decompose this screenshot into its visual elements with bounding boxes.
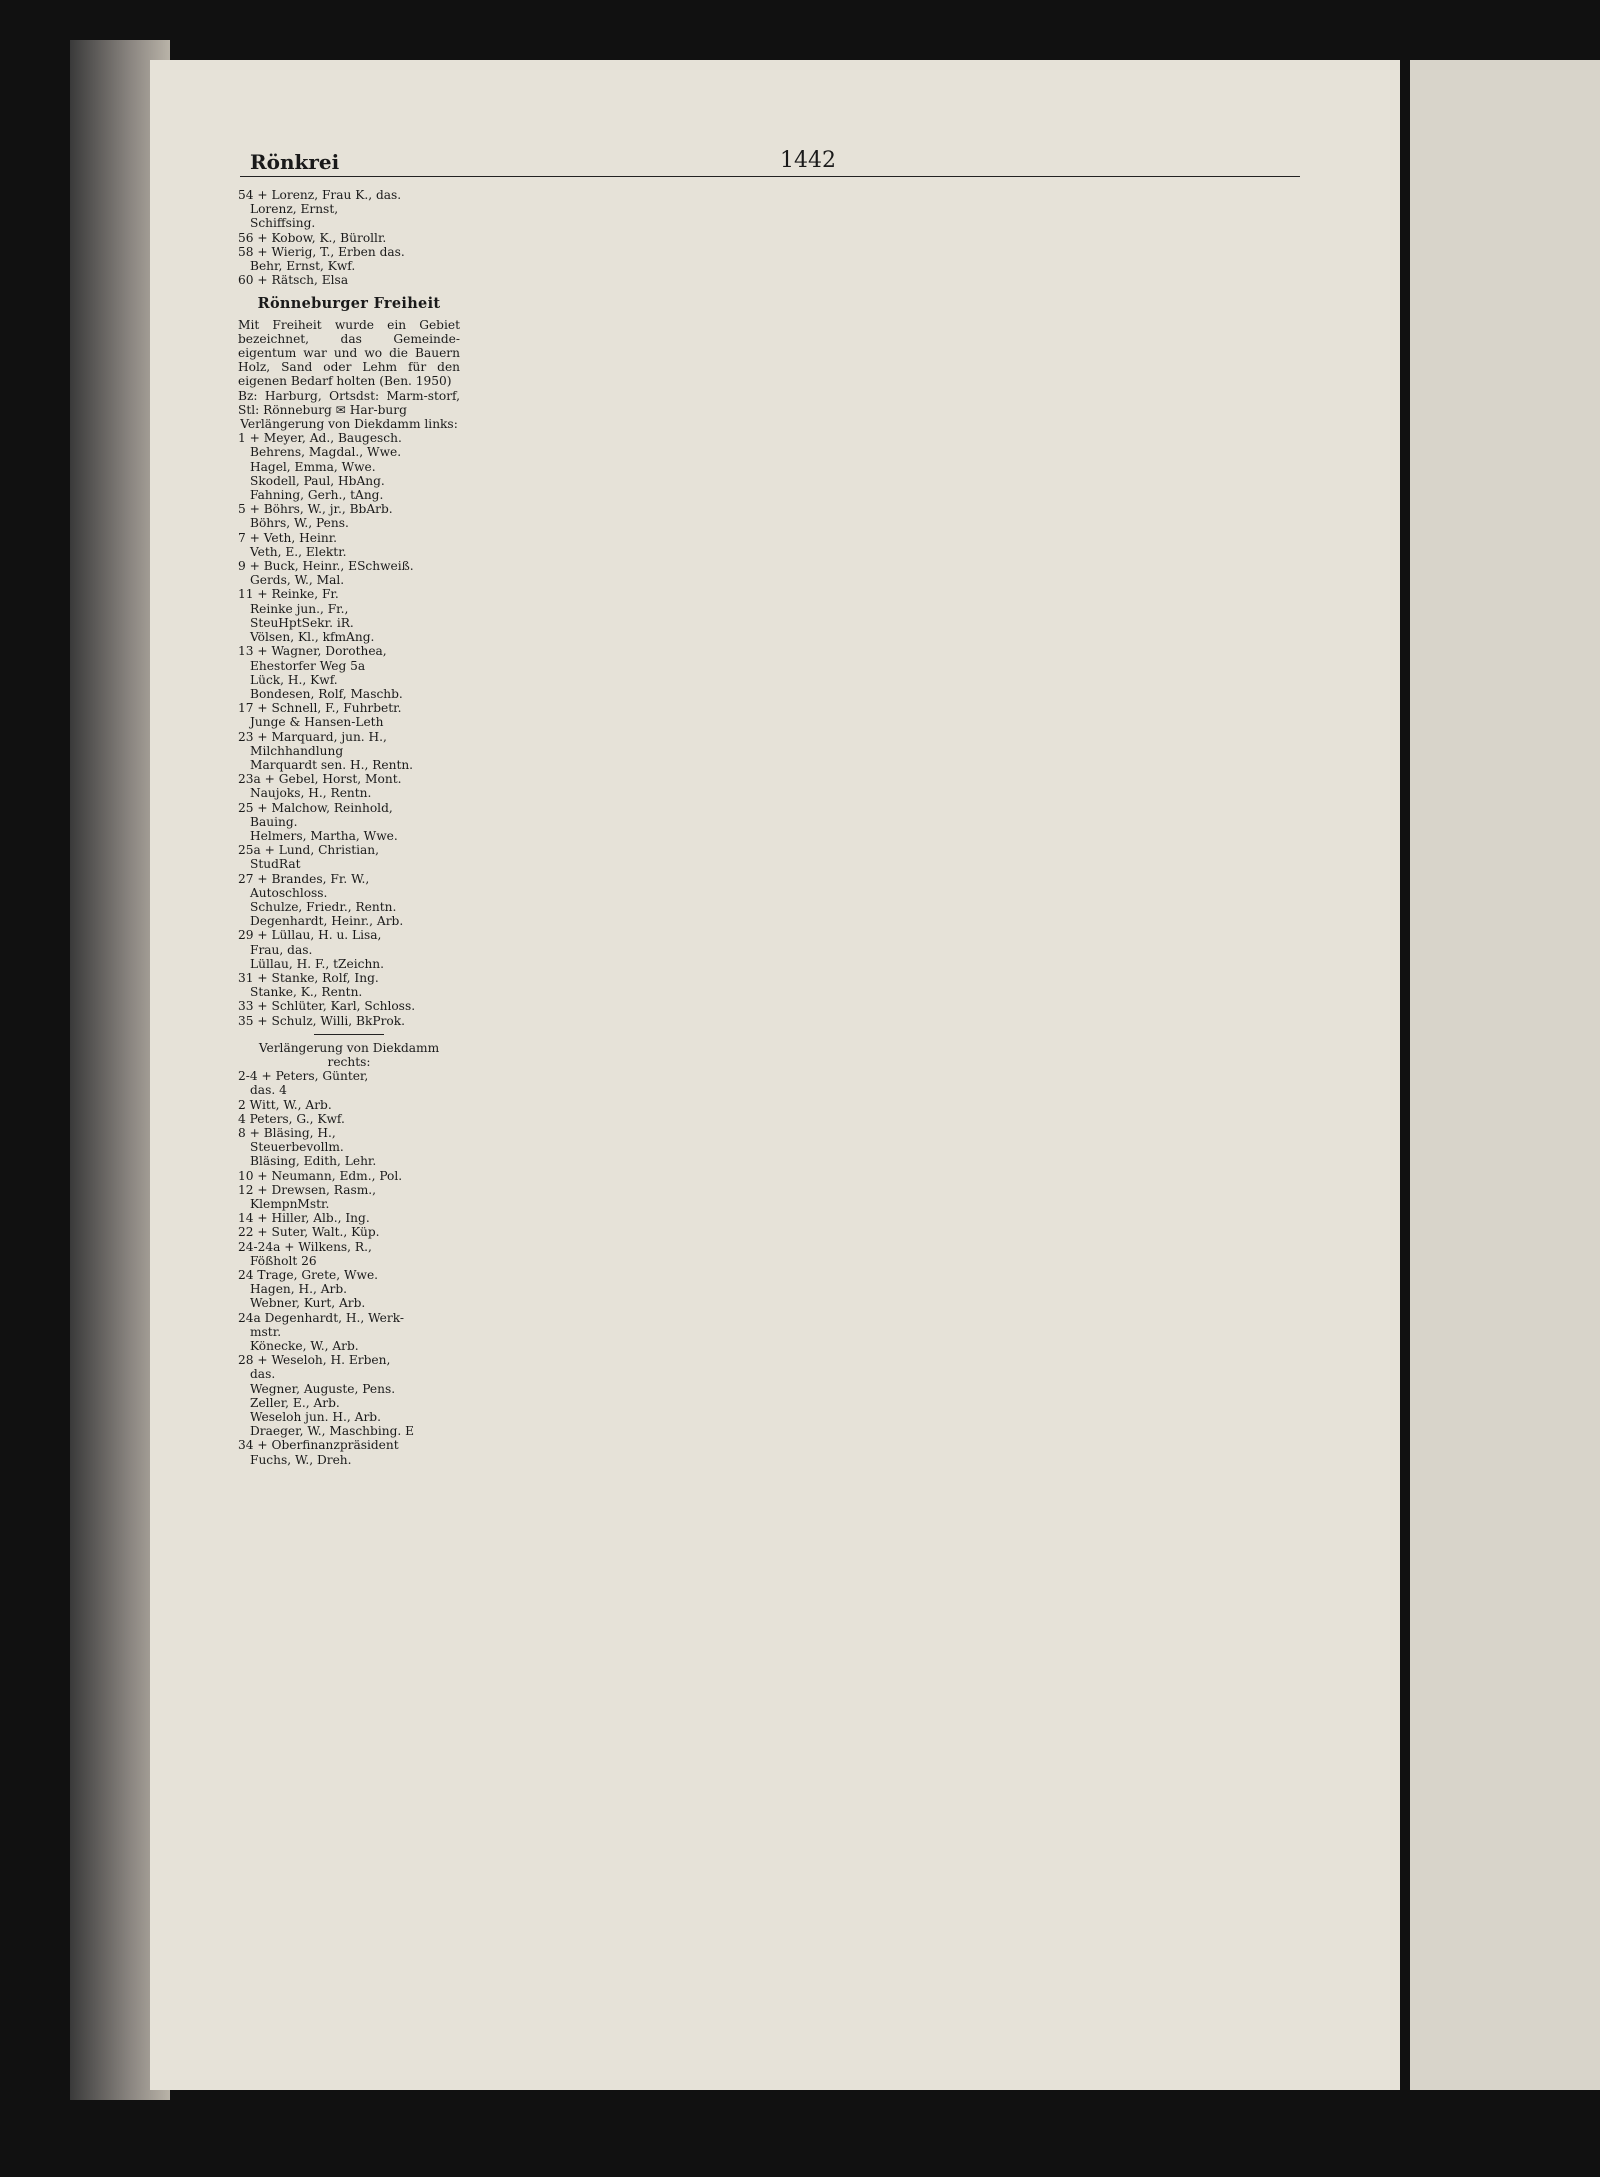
entry-line: Frau, das. (250, 942, 313, 957)
entry-line: 56 + Kobow, K., Bürollr. (238, 230, 387, 245)
entry-line: 10 + Neumann, Edm., Pol. (238, 1168, 403, 1183)
entry-line: Völsen, Kl., kfmAng. (250, 630, 375, 645)
entry-line: Gerds, W., Mal. (250, 573, 345, 588)
entry-line: Helmers, Martha, Wwe. (250, 828, 398, 843)
entry-line: das. 4 (250, 1083, 287, 1098)
entry-line: 54 + Lorenz, Frau K., das. (238, 188, 402, 202)
entry-line: 12 + Drewsen, Rasm., (238, 1182, 377, 1197)
entry-line: Ehestorfer Weg 5a (250, 658, 366, 673)
entry-line: Zeller, E., Arb. (250, 1395, 340, 1410)
entry-line: Könecke, W., Arb. (250, 1339, 359, 1354)
entry-line: Autoschloss. (250, 885, 328, 900)
entry-line: Marquardt sen. H., Rentn. (250, 757, 414, 772)
next-page-edge (1410, 60, 1600, 2090)
entry-line: KlempnMstr. (250, 1197, 330, 1212)
verlaengerung-links: Verlängerung von Diekdamm links: (240, 417, 458, 432)
entry-line: 29 + Lüllau, H. u. Lisa, (238, 928, 382, 943)
entry-line: Bondesen, Rolf, Maschb. (250, 686, 403, 701)
entry-line: Hagen, H., Arb. (250, 1282, 348, 1297)
page-number: 1442 (780, 148, 836, 173)
entry-line: 9 + Buck, Heinr., ESchweiß. (238, 559, 414, 574)
entry-list (238, 188, 460, 287)
entry-line: Webner, Kurt, Arb. (250, 1296, 366, 1311)
entry-line: StudRat (250, 857, 301, 872)
entry-line: 25a + Lund, Christian, (238, 843, 380, 858)
entry-line: 58 + Wierig, T., Erben das. (238, 244, 405, 259)
divider (314, 1034, 384, 1035)
entry-line: Böhrs, W., Pens. (250, 516, 349, 531)
entry-line: 7 + Veth, Heinr. (238, 530, 338, 545)
header-rule (240, 176, 1300, 177)
entry-line: das. (250, 1367, 276, 1382)
entry-line: Wegner, Auguste, Pens. (250, 1381, 396, 1396)
entry-line: Naujoks, H., Rentn. (250, 786, 372, 801)
entry-line: Lück, H., Kwf. (250, 672, 338, 687)
section-title: Rönneburger Freiheit (257, 295, 441, 313)
entry-line: 27 + Brandes, Fr. W., (238, 871, 370, 886)
entry-line: Fößholt 26 (250, 1253, 317, 1268)
entry-line: Schiffsing. (250, 216, 316, 231)
entry-line: 1 + Meyer, Ad., Baugesch. (238, 431, 402, 446)
entry-line: 24 Trage, Grete, Wwe. (238, 1268, 379, 1283)
entry-line: Weseloh jun. H., Arb. (250, 1410, 381, 1425)
entry-line: Behrens, Magdal., Wwe. (250, 445, 402, 460)
entry-line: Veth, E., Elektr. (250, 544, 347, 559)
entry-line: Reinke jun., Fr., (250, 601, 349, 616)
entry-line: Lorenz, Ernst, (250, 202, 339, 217)
entry-line: 4 Peters, G., Kwf. (238, 1111, 345, 1126)
entry-line: mstr. (250, 1324, 282, 1339)
entry-line: SteuHptSekr. iR. (250, 615, 354, 630)
entry-line: Stanke, K., Rentn. (250, 985, 363, 1000)
entry-line: 22 + Suter, Walt., Küp. (238, 1225, 380, 1240)
entry-line: Hagel, Emma, Wwe. (250, 459, 376, 474)
entry-line: 28 + Weseloh, H. Erben, (238, 1353, 391, 1368)
entry-line: Schulze, Friedr., Rentn. (250, 899, 397, 914)
entry-line: 8 + Bläsing, H., (238, 1126, 336, 1140)
column-1 (238, 188, 460, 1467)
entry-line: Bläsing, Edith, Lehr. (250, 1154, 377, 1169)
entry-line: Lüllau, H. F., tZeichn. (250, 956, 385, 971)
entry-line: Behr, Ernst, Kwf. (250, 259, 356, 274)
entry-line: 31 + Stanke, Rolf, Ing. (238, 970, 379, 985)
entry-line: Draeger, W., Maschbing. E (250, 1424, 415, 1439)
entry-line: 17 + Schnell, F., Fuhrbetr. (238, 701, 402, 716)
entry-line: 11 + Reinke, Fr. (238, 587, 339, 602)
entry-line: Fuchs, W., Dreh. (250, 1452, 352, 1467)
entry-line: Bauing. (250, 814, 298, 829)
entry-line: 60 + Rätsch, Elsa (238, 273, 349, 288)
entry-line: 33 + Schlüter, Karl, Schloss. (238, 999, 416, 1014)
entry-line: 25 + Malchow, Reinhold, (238, 800, 393, 815)
entry-line: 35 + Schulz, Willi, BkProk. (238, 1013, 406, 1028)
running-head: Rönkrei (250, 150, 340, 174)
entry-line: 14 + Hiller, Alb., Ing. (238, 1211, 370, 1226)
entry-line: 2-4 + Peters, Günter, (238, 1069, 369, 1084)
entry-line: Milchhandlung (250, 743, 344, 758)
entry-line: 34 + Oberfinanzpräsident (238, 1438, 399, 1453)
section-intro: Mit Freiheit wurde ein Gebiet bezeichnet, das Gemeinde-eigentum war und wo die Bauern Holz, Sand oder Lehm für den eigenen Bedarf holten (Ben. 1950) (238, 317, 460, 389)
entry-list (238, 1069, 460, 1467)
entry-line: 24-24a + Wilkens, R., (238, 1239, 372, 1254)
verlaengerung-rechts: Verlängerung von Diekdamm rechts: (258, 1040, 440, 1069)
entry-line: Degenhardt, Heinr., Arb. (250, 914, 404, 929)
entry-line: Skodell, Paul, HbAng. (250, 473, 385, 488)
entry-line: Steuerbevollm. (250, 1140, 344, 1155)
entry-line: 24a Degenhardt, H., Werk- (238, 1310, 404, 1325)
entry-line: 5 + Böhrs, W., jr., BbArb. (238, 502, 393, 517)
entry-line: 13 + Wagner, Dorothea, (238, 644, 387, 659)
entry-line: 23 + Marquard, jun. H., (238, 729, 387, 744)
entry-line: Junge & Hansen-Leth (250, 715, 384, 730)
entry-line: Fahning, Gerh., tAng. (250, 488, 384, 503)
section-bz: Bz: Harburg, Ortsdst: Marm-storf, Stl: Rönneburg ✉ Har-burg (238, 388, 460, 417)
entry-line: 2 Witt, W., Arb. (238, 1097, 332, 1112)
entry-list (238, 431, 460, 1028)
entry-line: 23a + Gebel, Horst, Mont. (238, 772, 402, 787)
